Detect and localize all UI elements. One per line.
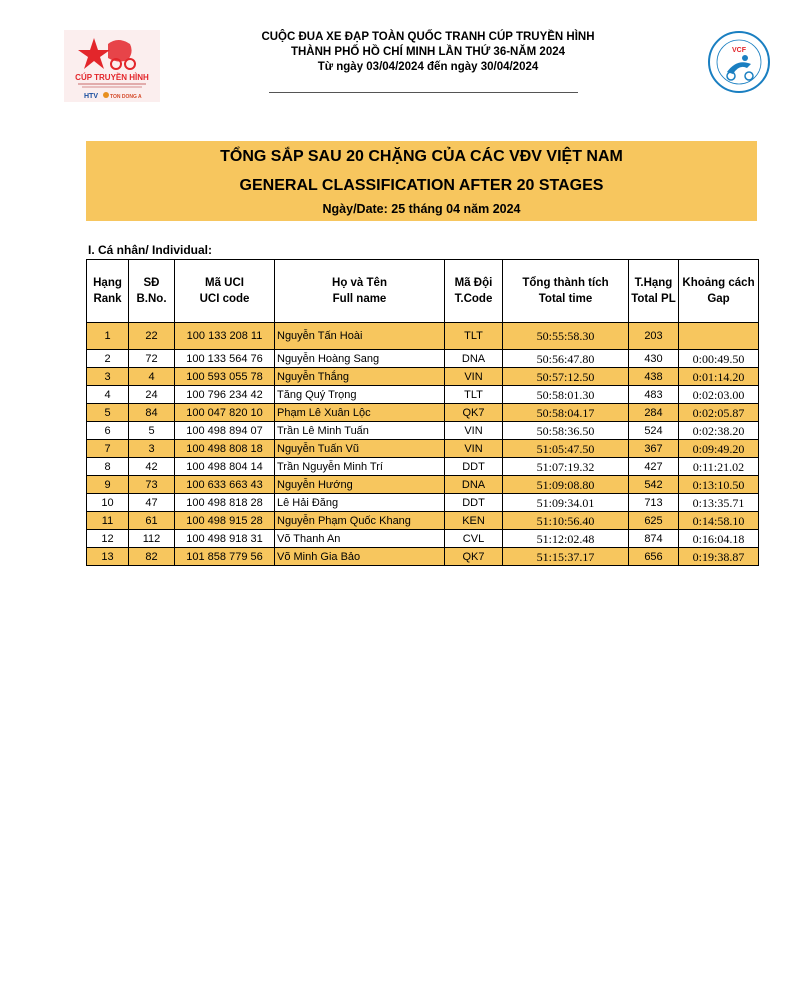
- cell-gap: 0:01:14.20: [679, 368, 759, 386]
- cell-rank: 9: [87, 476, 129, 494]
- cell-rank: 11: [87, 512, 129, 530]
- cell-rank: 4: [87, 386, 129, 404]
- cell-name: Võ Minh Gia Bảo: [275, 548, 445, 566]
- col-header-total-pl: T.Hạng Total PL: [629, 260, 679, 323]
- table-row: [87, 386, 759, 404]
- cell-gap: 0:09:49.20: [679, 440, 759, 458]
- cell-time: 50:58:04.17: [503, 404, 629, 422]
- title-banner: [86, 141, 757, 221]
- cell-gap: 0:02:05.87: [679, 404, 759, 422]
- cell-bno: 82: [129, 548, 175, 566]
- table-row: [87, 548, 759, 566]
- cell-rank: 13: [87, 548, 129, 566]
- cell-uci: 100 498 804 14: [175, 458, 275, 476]
- cell-bno: 72: [129, 350, 175, 368]
- cell-bno: 73: [129, 476, 175, 494]
- cell-uci: 100 498 918 31: [175, 530, 275, 548]
- cell-team: VIN: [445, 368, 503, 386]
- cell-team: KEN: [445, 512, 503, 530]
- table-row: [87, 350, 759, 368]
- cell-bno: 47: [129, 494, 175, 512]
- cell-team: DDT: [445, 458, 503, 476]
- cell-team: DNA: [445, 476, 503, 494]
- cell-uci: 100 047 820 10: [175, 404, 275, 422]
- cell-team: QK7: [445, 404, 503, 422]
- cell-name: Nguyễn Thắng: [275, 368, 445, 386]
- cell-rank: 7: [87, 440, 129, 458]
- cell-time: 51:09:34.01: [503, 494, 629, 512]
- cell-total-pl: 438: [629, 368, 679, 386]
- col-header-uci: Mã UCI UCI code: [175, 260, 275, 323]
- cell-rank: 2: [87, 350, 129, 368]
- cell-time: 51:09:08.80: [503, 476, 629, 494]
- cell-rank: 3: [87, 368, 129, 386]
- report-date: Ngày/Date: 25 tháng 04 năm 2024: [322, 202, 521, 216]
- cell-rank: 10: [87, 494, 129, 512]
- logo-title: CÚP TRUYỀN HÌNH: [75, 73, 149, 82]
- cell-rank: 6: [87, 422, 129, 440]
- cell-team: VIN: [445, 422, 503, 440]
- table-row: [87, 440, 759, 458]
- logo-htv: HTV: [84, 93, 98, 100]
- cell-uci: 100 498 818 28: [175, 494, 275, 512]
- cell-uci: 100 796 234 42: [175, 386, 275, 404]
- col-header-gap: Khoảng cách Gap: [679, 260, 759, 323]
- cell-total-pl: 656: [629, 548, 679, 566]
- cell-name: Nguyễn Tấn Hoài: [275, 323, 445, 350]
- cell-gap: 0:13:35.71: [679, 494, 759, 512]
- cell-uci: 100 593 055 78: [175, 368, 275, 386]
- cell-bno: 24: [129, 386, 175, 404]
- cell-total-pl: 284: [629, 404, 679, 422]
- col-header-name: Họ và Tên Full name: [275, 260, 445, 323]
- cell-time: 51:10:56.40: [503, 512, 629, 530]
- cell-uci: 101 858 779 56: [175, 548, 275, 566]
- cell-bno: 3: [129, 440, 175, 458]
- results-body: [87, 323, 759, 566]
- col-header-team: Mã Đội T.Code: [445, 260, 503, 323]
- cell-uci: 100 133 208 11: [175, 323, 275, 350]
- cell-gap: 0:14:58.10: [679, 512, 759, 530]
- cell-name: Trần Lê Minh Tuấn: [275, 422, 445, 440]
- cell-team: QK7: [445, 548, 503, 566]
- table-row: [87, 422, 759, 440]
- cell-uci: 100 633 663 43: [175, 476, 275, 494]
- cell-time: 51:15:37.17: [503, 548, 629, 566]
- title-vi: TỔNG SẮP SAU 20 CHẶNG CỦA CÁC VĐV VIỆT NAM: [220, 148, 623, 165]
- cell-team: DNA: [445, 350, 503, 368]
- cell-rank: 5: [87, 404, 129, 422]
- cell-rank: 1: [87, 323, 129, 350]
- cell-team: DDT: [445, 494, 503, 512]
- cell-time: 50:58:01.30: [503, 386, 629, 404]
- vcf-text: VCF: [732, 47, 746, 54]
- cell-gap: 0:02:03.00: [679, 386, 759, 404]
- cell-total-pl: 542: [629, 476, 679, 494]
- cell-bno: 84: [129, 404, 175, 422]
- cell-name: Nguyễn Phạm Quốc Khang: [275, 512, 445, 530]
- cell-name: Trần Nguyễn Minh Trí: [275, 458, 445, 476]
- col-header-bno: SĐ B.No.: [129, 260, 175, 323]
- results-table: [86, 259, 759, 566]
- cell-name: Nguyễn Hoàng Sang: [275, 350, 445, 368]
- cell-gap: 0:13:10.50: [679, 476, 759, 494]
- cell-gap: 0:00:49.50: [679, 350, 759, 368]
- cell-total-pl: 524: [629, 422, 679, 440]
- cell-bno: 61: [129, 512, 175, 530]
- cell-total-pl: 483: [629, 386, 679, 404]
- cell-rank: 12: [87, 530, 129, 548]
- cell-time: 50:57:12.50: [503, 368, 629, 386]
- cell-total-pl: 430: [629, 350, 679, 368]
- cell-name: Nguyễn Tuấn Vũ: [275, 440, 445, 458]
- cell-rank: 8: [87, 458, 129, 476]
- cell-time: 50:56:47.80: [503, 350, 629, 368]
- col-header-time: Tổng thành tích Total time: [503, 260, 629, 323]
- cell-name: Phạm Lê Xuân Lộc: [275, 404, 445, 422]
- table-row: [87, 530, 759, 548]
- cell-name: Nguyễn Hướng: [275, 476, 445, 494]
- event-title: CUỘC ĐUA XE ĐẠP TOÀN QUỐC TRANH CÚP TRUYỀN HÌNH: [261, 31, 595, 43]
- cell-uci: 100 498 915 28: [175, 512, 275, 530]
- cell-total-pl: 625: [629, 512, 679, 530]
- logo-tondonga: TON DONG A: [110, 94, 142, 100]
- table-row: [87, 494, 759, 512]
- cell-time: 50:58:36.50: [503, 422, 629, 440]
- cell-uci: 100 498 894 07: [175, 422, 275, 440]
- cell-name: Võ Thanh An: [275, 530, 445, 548]
- cell-name: Lê Hải Đăng: [275, 494, 445, 512]
- cell-time: 51:05:47.50: [503, 440, 629, 458]
- cell-gap: 0:16:04.18: [679, 530, 759, 548]
- col-header-rank: Hạng Rank: [87, 260, 129, 323]
- header-divider: [269, 92, 578, 93]
- cell-bno: 4: [129, 368, 175, 386]
- table-row: [87, 323, 759, 350]
- cell-name: Tăng Quý Trọng: [275, 386, 445, 404]
- cell-bno: 112: [129, 530, 175, 548]
- cell-gap: 0:11:21.02: [679, 458, 759, 476]
- cell-team: CVL: [445, 530, 503, 548]
- section-label: I. Cá nhân/ Individual:: [88, 243, 213, 257]
- table-row: [87, 512, 759, 530]
- cell-gap: [679, 323, 759, 350]
- cell-time: 51:12:02.48: [503, 530, 629, 548]
- cell-bno: 5: [129, 422, 175, 440]
- cell-team: VIN: [445, 440, 503, 458]
- table-row: [87, 476, 759, 494]
- cell-team: TLT: [445, 323, 503, 350]
- cell-uci: 100 133 564 76: [175, 350, 275, 368]
- cell-team: TLT: [445, 386, 503, 404]
- cell-bno: 22: [129, 323, 175, 350]
- title-en: GENERAL CLASSIFICATION AFTER 20 STAGES: [239, 177, 604, 194]
- cell-bno: 42: [129, 458, 175, 476]
- table-row: [87, 368, 759, 386]
- event-subtitle: THÀNH PHỐ HỒ CHÍ MINH LẦN THỨ 36-NĂM 2024: [290, 46, 566, 58]
- table-row: [87, 404, 759, 422]
- event-dates: Từ ngày 03/04/2024 đến ngày 30/04/2024: [317, 61, 539, 73]
- cell-time: 51:07:19.32: [503, 458, 629, 476]
- cell-total-pl: 874: [629, 530, 679, 548]
- table-row: [87, 458, 759, 476]
- cell-total-pl: 713: [629, 494, 679, 512]
- cell-time: 50:55:58.30: [503, 323, 629, 350]
- cell-gap: 0:02:38.20: [679, 422, 759, 440]
- cell-uci: 100 498 808 18: [175, 440, 275, 458]
- cell-total-pl: 367: [629, 440, 679, 458]
- cell-total-pl: 203: [629, 323, 679, 350]
- cell-total-pl: 427: [629, 458, 679, 476]
- table-header-row: [87, 260, 759, 323]
- cell-gap: 0:19:38.87: [679, 548, 759, 566]
- event-header: [0, 30, 800, 75]
